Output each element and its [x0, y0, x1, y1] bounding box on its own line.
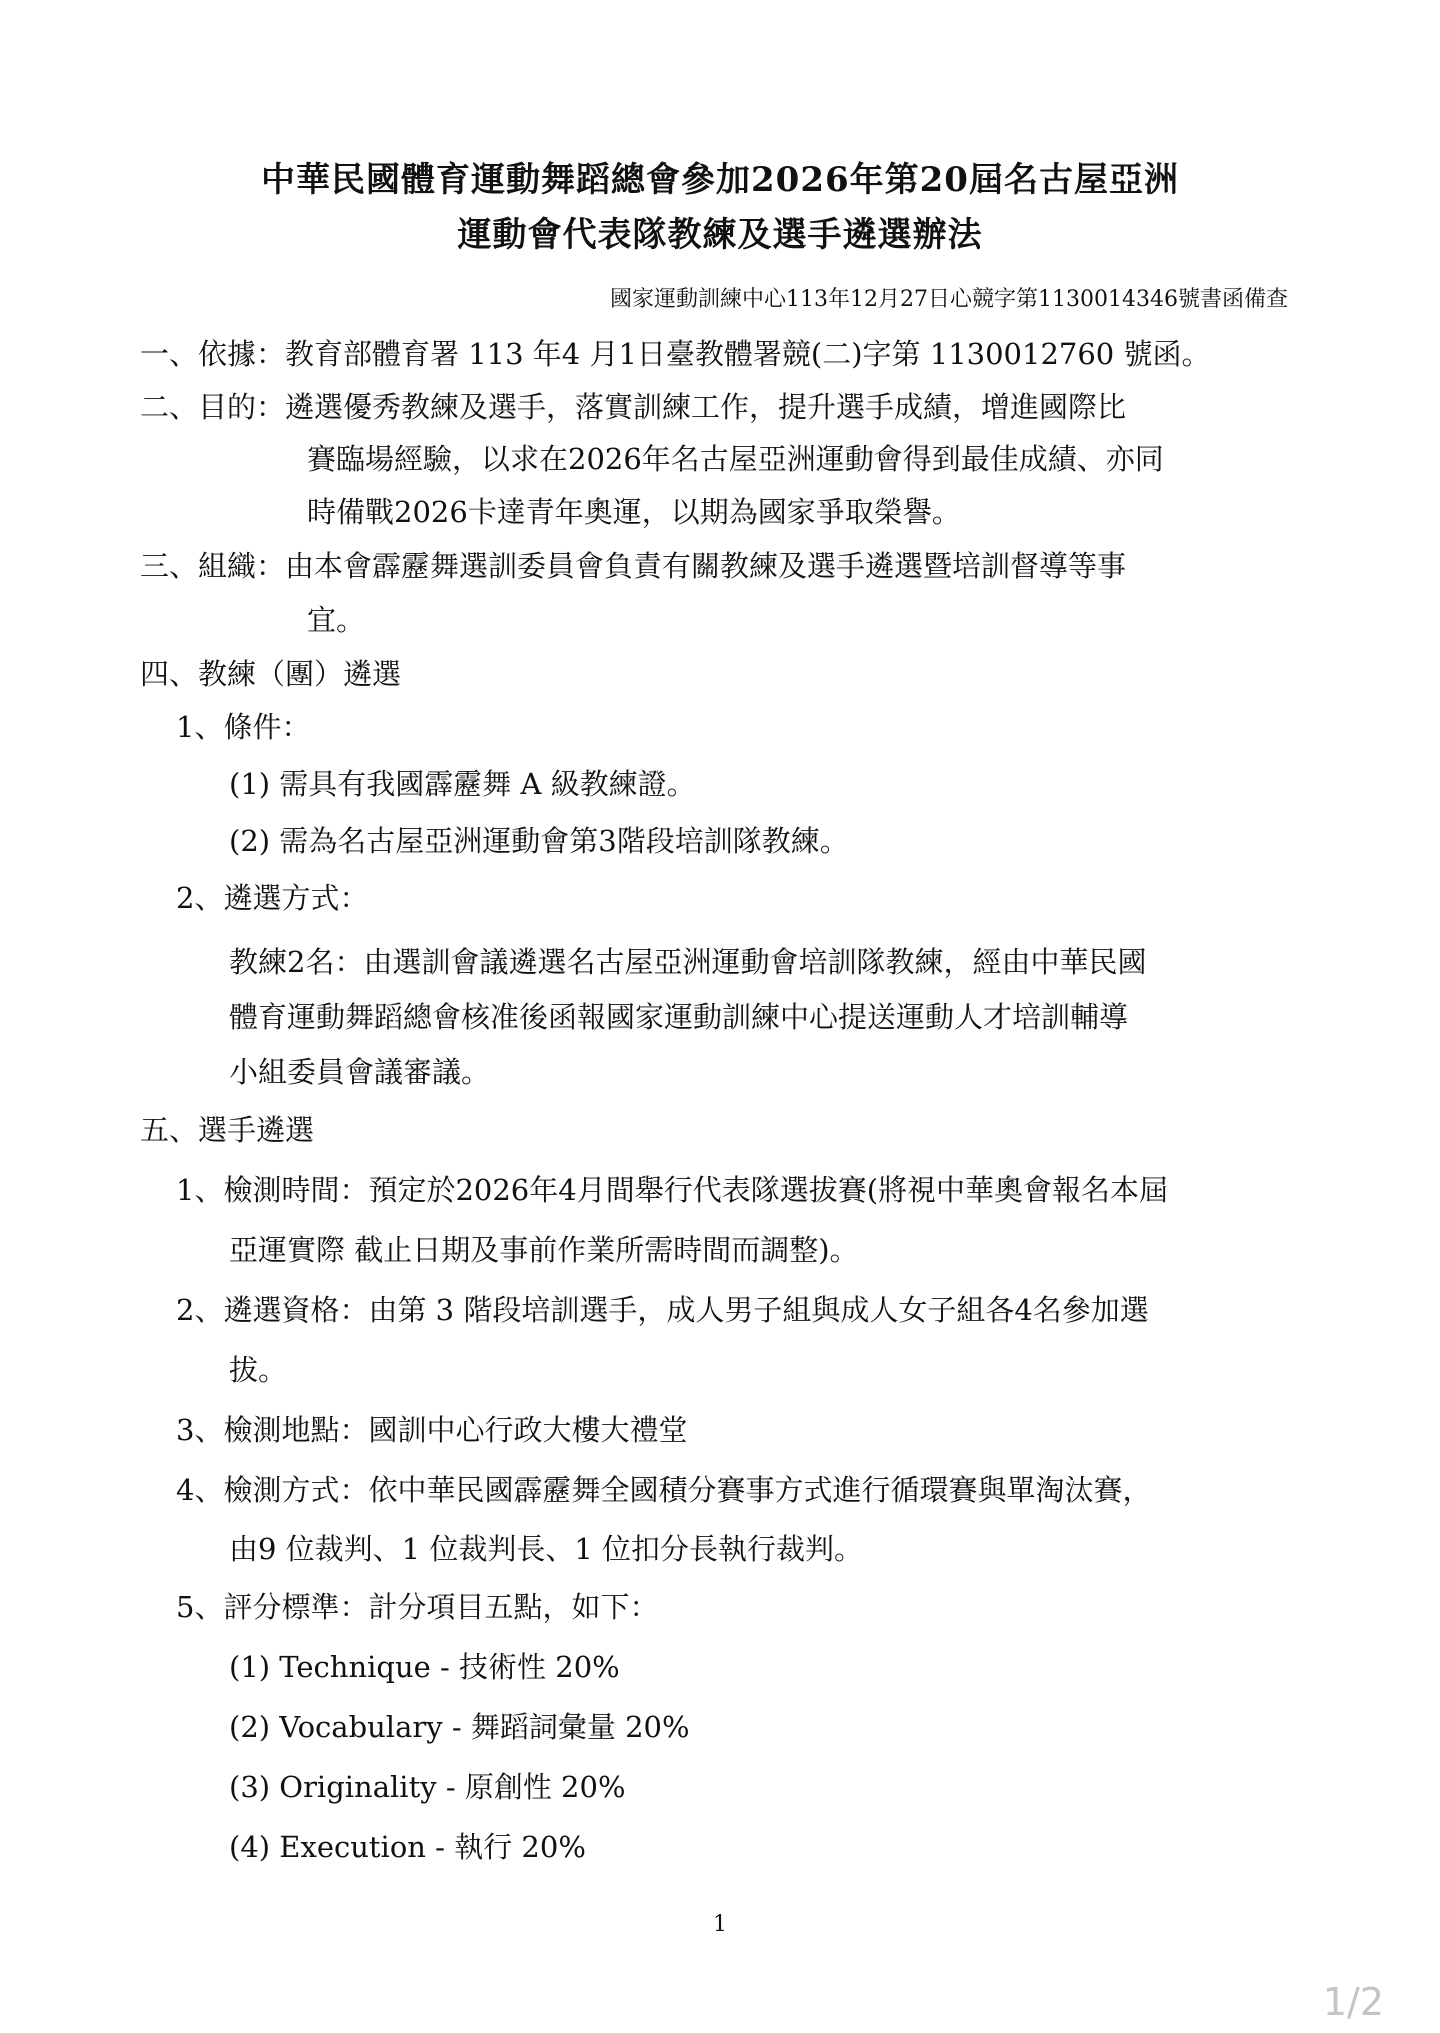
text-line: 二、目的：遴選優秀教練及選手，落實訓練工作，提升選手成績，增進國際比: [140, 390, 1127, 424]
list-item: (1) 需具有我國霹靂舞 A 級教練證。: [229, 767, 696, 801]
list-item: (3) Originality - 原創性 20%: [229, 1770, 626, 1804]
text-line: 宜。: [307, 603, 366, 637]
text-line: 由9 位裁判、1 位裁判長、1 位扣分長執行裁判。: [229, 1532, 864, 1566]
text-line: 小組委員會議審議。: [229, 1055, 491, 1089]
reference-note: 國家運動訓練中心113年12月27日心競字第1130014346號書函備查: [610, 287, 1288, 312]
list-item: (4) Execution - 執行 20%: [229, 1830, 586, 1864]
text-line: 2、遴選資格：由第 3 階段培訓選手，成人男子組與成人女子組各4名參加選: [176, 1293, 1149, 1327]
list-item: (2) 需為名古屋亞洲運動會第3階段培訓隊教練。: [229, 824, 849, 858]
subsection-heading: 1、條件：: [176, 710, 311, 744]
section-heading: 五、選手遴選: [140, 1113, 315, 1147]
text-line: 體育運動舞蹈總會核准後函報國家運動訓練中心提送運動人才培訓輔導: [229, 1000, 1129, 1034]
page-counter: 1/2: [1322, 1980, 1384, 2024]
text-line: 教練2名：由選訓會議遴選名古屋亞洲運動會培訓隊教練，經由中華民國: [229, 945, 1147, 979]
text-line: 拔。: [229, 1353, 288, 1387]
text-line: 一、依據：教育部體育署 113 年4 月1日臺教體署競(二)字第 1130012760 號函。: [140, 337, 1211, 371]
document-title-line1: 中華民國體育運動舞蹈總會參加2026年第20屆名古屋亞洲: [261, 160, 1179, 200]
text-line: 5、評分標準：計分項目五點，如下：: [176, 1590, 659, 1624]
text-line: 1、檢測時間：預定於2026年4月間舉行代表隊選拔賽(將視中華奧會報名本屆: [176, 1173, 1169, 1207]
text-line: 時備戰2026卡達青年奧運，以期為國家爭取榮譽。: [307, 495, 961, 529]
text-line: 賽臨場經驗，以求在2026年名古屋亞洲運動會得到最佳成績、亦同: [307, 442, 1164, 476]
page-number: 1: [713, 1912, 727, 1937]
section-heading: 四、教練（團）遴選: [140, 657, 402, 691]
text-line: 3、檢測地點：國訓中心行政大樓大禮堂: [176, 1413, 688, 1447]
text-line: 4、檢測方式：依中華民國霹靂舞全國積分賽事方式進行循環賽與單淘汰賽，: [176, 1473, 1152, 1507]
subsection-heading: 2、遴選方式：: [176, 881, 369, 915]
text-line: 亞運實際 截止日期及事前作業所需時間而調整)。: [229, 1233, 859, 1267]
list-item: (1) Technique - 技術性 20%: [229, 1650, 620, 1684]
list-item: (2) Vocabulary - 舞蹈詞彙量 20%: [229, 1710, 690, 1744]
text-line: 三、組織：由本會霹靂舞選訓委員會負責有關教練及選手遴選暨培訓督導等事: [140, 549, 1127, 583]
document-title-line2: 運動會代表隊教練及選手遴選辦法: [457, 215, 983, 255]
